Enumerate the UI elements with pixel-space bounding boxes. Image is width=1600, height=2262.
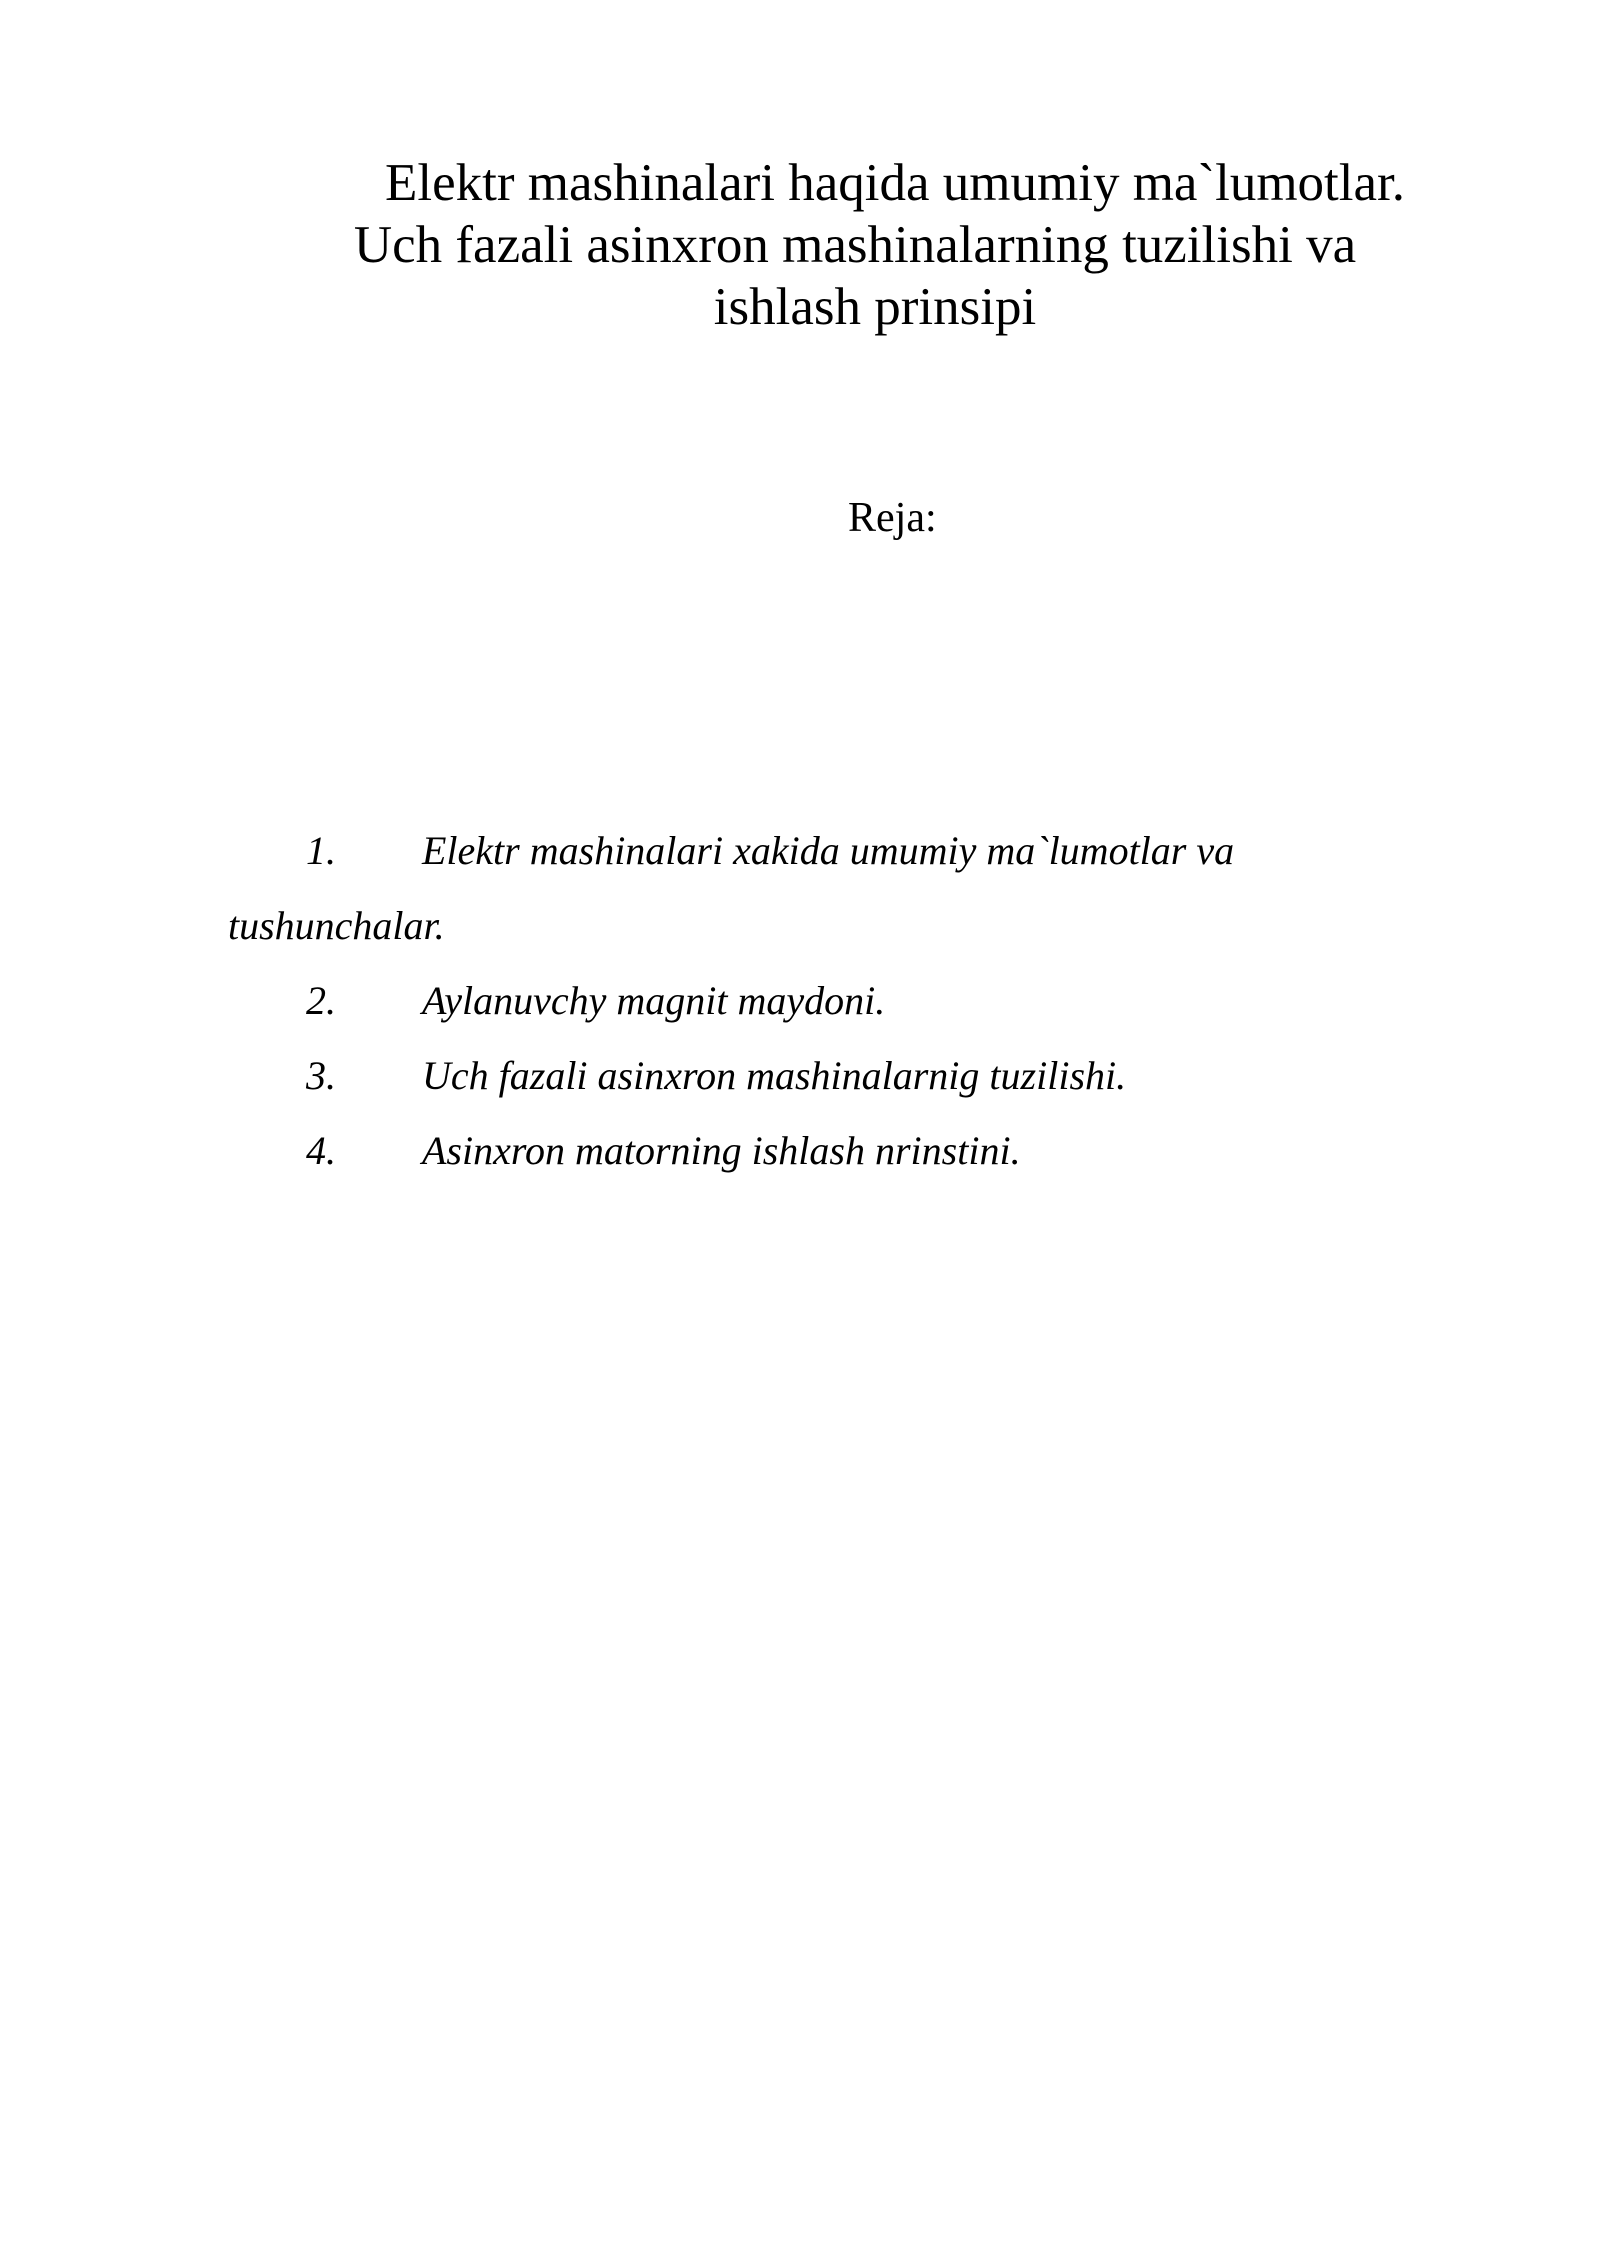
list-item-continuation: tushunchalar.	[228, 903, 445, 948]
title-line-1: Elektr mashinalari haqida umumiy ma`lumotlar.	[385, 154, 1405, 212]
list-item-number: 3.	[306, 1053, 336, 1098]
title-line-2: Uch fazali asinxron mashinalarning tuzilishi va	[353, 216, 1357, 274]
list-item-number: 2.	[306, 978, 336, 1023]
plan-heading: Reja:	[848, 495, 937, 541]
list-item-text: Asinxron matorning ishlash nrinstini.	[422, 1128, 1021, 1173]
list-item-number: 4.	[306, 1128, 336, 1173]
list-item-text: Elektr mashinalari xakida umumiy ma`lumotlar va	[422, 828, 1235, 873]
document-title	[290, 152, 1470, 338]
list-item-text: Aylanuvchy magnit maydoni.	[422, 978, 886, 1023]
list-item-number: 1.	[306, 828, 336, 873]
title-line-3: ishlash prinsipi	[713, 278, 1037, 336]
list-item-text: Uch fazali asinxron mashinalarnig tuzilishi.	[422, 1053, 1127, 1098]
